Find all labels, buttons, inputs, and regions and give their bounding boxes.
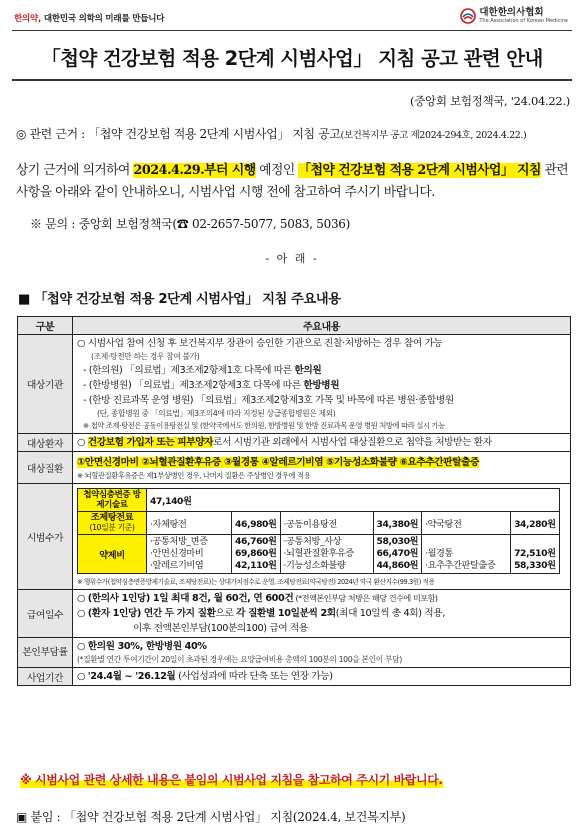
- fee-exam-label: 첩약심층변증 방제기술료: [78, 489, 147, 512]
- table-row: [18, 668, 571, 686]
- intro-paragraph: 상기 근거에 의거하여 2024.4.29.부터 시행 예정인 「첩약 건강보험 적용 2단계 시범사업」 지침 관련 사항을 아래와 같이 안내하오니, 시범사업 시행 전에 참고하여 주시기 바랍니다.: [16, 163, 569, 200]
- title-divider: [12, 79, 572, 81]
- table-row: [18, 452, 571, 484]
- target-line: - (한방 진료과목 운영 병원) 「의료법」제3조제2항제3호 가목 및 바목에 따른 병원·종합병원: [83, 395, 454, 406]
- legal-basis: ◎ 관련 근거 : 「첩약 건강보험 적용 2단계 시범사업」 지침 공고(보건복지부 공고 제2024-294호, 2024.4.22.): [16, 127, 527, 141]
- header-slogan: 한의약, 대한민국 의학의 미래를 만듭니다: [14, 14, 165, 24]
- period-line: ○ '24.4월 ~ '26.12월 (사업성과에 따라 단축 또는 연장 가능): [77, 671, 333, 682]
- target-line: - (한의원) 「의료법」제3조제2항제1호 다목에 따른 한의원: [83, 365, 322, 376]
- fee-cell: ·공통처방_변증 ·안면신경마비 ·알레르기비염: [147, 535, 232, 574]
- fee-cell: 34,380원: [373, 512, 422, 535]
- target-line: (조제·탕전만 하는 경우 참여 불가): [91, 352, 200, 361]
- copay-note: (*질환별 연간 투여기간이 20일이 초과된 경우에는 요양급여비용 총액의 100분의 100을 본인이 부담): [77, 655, 402, 664]
- attachment-link[interactable]: ▣ 붙임 : 「첩약 건강보험 적용 2단계 시범사업」 지침(2024.4, 보건복지부): [16, 810, 406, 824]
- row-label-fee: 시범수가: [18, 484, 73, 590]
- row-label-target-institution: 대상기관: [18, 335, 73, 434]
- fee-drug-label: 약제비: [78, 535, 147, 574]
- fee-table: [77, 488, 560, 574]
- copay-line: ○ 한의원 30%, 한방병원 40%: [77, 641, 207, 652]
- fee-cell: ·월경통 ·요추추간판탈출증: [422, 535, 511, 574]
- disease-note: ※ 뇌혈관질환후유증은 제1부상병인 경우, 나머지 질환은 주상병인 경우에 적용: [77, 471, 311, 480]
- fee-cell: ·공동이용탕전: [280, 512, 373, 535]
- table-header-category: 구분: [18, 317, 73, 335]
- association-emblem-icon: [460, 8, 476, 24]
- table-row: [18, 335, 571, 434]
- fee-cell: 46,760원 69,860원 42,110원: [232, 535, 281, 574]
- fee-cell: 72,510원 58,330원: [511, 535, 560, 574]
- target-line: ○ 시범사업 참여 신청 후 보건복지부 장관이 승인한 기관으로 진찰·처방하는 경우 참여 가능: [77, 338, 443, 349]
- header-divider: [12, 30, 572, 31]
- row-label-period: 사업기간: [18, 668, 73, 686]
- table-row: [18, 434, 571, 452]
- disease-list: ①안면신경마비 ②뇌혈관질환후유증 ③월경통 ④알레르기비염 ⑤기능성소화불량 ⑥요추추간판탈출증: [77, 457, 480, 468]
- below-marker: - 아 래 -: [265, 252, 319, 265]
- row-label-target-patient: 대상환자: [18, 434, 73, 452]
- days-line: ○ (한의사 1인당) 1일 최대 8건, 월 60건, 연 600건 (*전액본인부담 처방은 해당 건수에 미포함): [77, 593, 438, 604]
- section-title: ■ 「첩약 건강보험 적용 2단계 시범사업」 지침 주요내용: [18, 292, 341, 307]
- program-name-highlight: 「첩약 건강보험 적용 2단계 시범사업」 지침: [298, 163, 541, 178]
- table-row: [18, 638, 571, 668]
- fee-cell: ·약국탕전: [422, 512, 511, 535]
- fee-cell: 46,980원: [232, 512, 281, 535]
- start-date-highlight: 2024.4.29.부터 시행: [133, 163, 256, 178]
- summary-table: [17, 316, 571, 686]
- row-label-target-disease: 대상질환: [18, 452, 73, 484]
- days-line: 이후 전액본인부담(100분의100) 급여 적용: [133, 623, 308, 634]
- logo-text-ko: 대한한의사협회: [479, 7, 544, 18]
- department-date: (중앙회 보험정책국, '24.04.22.): [410, 94, 570, 108]
- patient-line: ○ 건강보험 가입자 또는 피부양자로서 시범기관 외래에서 시범사업 대상질환으로 첩약을 처방받는 환자: [77, 437, 492, 448]
- table-header-content: 주요내용: [73, 317, 571, 335]
- fee-cell: 34,280원: [511, 512, 560, 535]
- footer-note: ※ 시범사업 관련 상세한 내용은 붙임의 시범사업 지침을 참고하여 주시기 바랍니다.: [20, 773, 443, 787]
- table-row: [18, 484, 571, 590]
- row-label-days: 급여일수: [18, 590, 73, 638]
- target-line: (단, 종합병원 중 「의료법」제3조의4에 따라 지정된 상급종합병원은 제외): [97, 409, 336, 418]
- fee-cell: 58,030원 66,470원 44,860원: [373, 535, 422, 574]
- fee-exam-value: 47,140원: [147, 489, 560, 512]
- logo-text-en: The Association of Korean Medicine: [479, 18, 568, 24]
- fee-prep-label: 조제탕전료 (10일분 기준): [78, 512, 147, 535]
- row-label-copay: 본인부담률: [18, 638, 73, 668]
- page-title: 「첩약 건강보험 적용 2단계 시범사업」 지침 공고 관련 안내: [41, 47, 543, 70]
- contact-info: ※ 문의 : 중앙회 보험정책국(☎ 02-2657-5077, 5083, 5036): [30, 217, 350, 231]
- days-line: ○ (환자 1인당) 연간 두 가지 질환으로 각 질환별 10일분씩 2회(최대 10일씩 총 4회) 적용,: [77, 608, 445, 619]
- table-row: [18, 590, 571, 638]
- target-line: - (한방병원) 「의료법」제3조제2항제3호 다목에 따른 한방병원: [83, 380, 340, 391]
- fee-cell: ·공통처방_사상 ·뇌혈관질환후유증 ·기능성소화불량: [280, 535, 373, 574]
- fee-note: ※ 행위수가(첩약심층변증방제기술료, 조제탕전료)는 상대가치점수로 운영, 조제탕전료(약국탕전) 2024년 약국 환산지수(99.3원) 적용: [77, 578, 435, 586]
- target-note: ※ 첩약 조제·탕전은 공동이용탕전실 및 (한약국에서도 한의원, 한방병원 및 한방 진료과목 운영 병원 처방에 따라 실시 가능: [83, 421, 445, 430]
- fee-cell: ·자체탕전: [147, 512, 232, 535]
- association-logo: [460, 8, 568, 24]
